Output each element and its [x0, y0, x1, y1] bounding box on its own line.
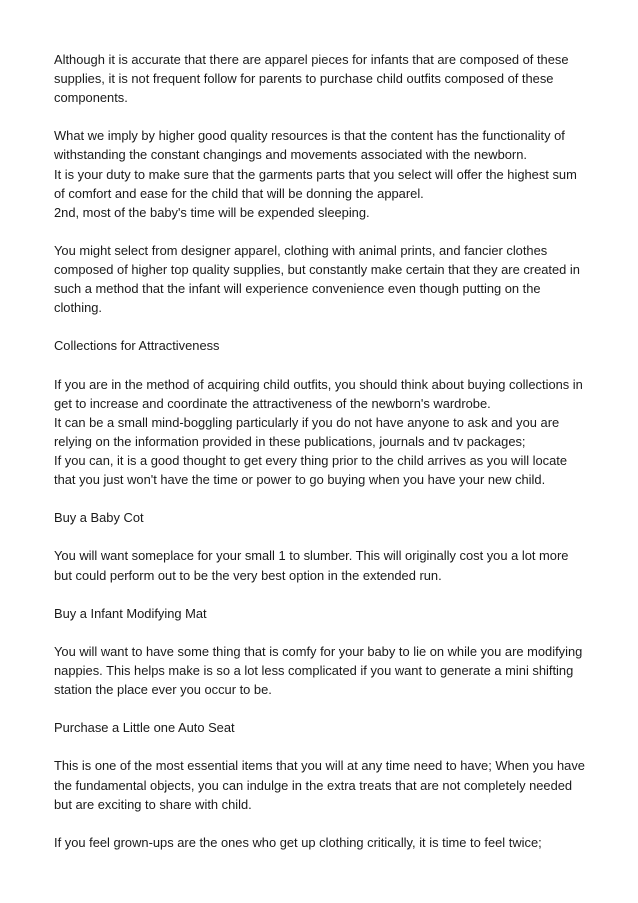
paragraph [54, 642, 602, 699]
text-line: What we imply by higher good quality resources is that the content has the functionality of [54, 128, 565, 144]
text-line: This is one of the most essential items that you will at any time need to have; When you have [54, 758, 585, 774]
text-line: You will want to have some thing that is comfy for your baby to lie on while you are modifying [54, 643, 583, 659]
paragraph [54, 546, 602, 584]
text-line: composed of higher top quality supplies, but constantly make certain that they are created in [54, 262, 580, 278]
text-line: components. [54, 90, 128, 106]
section-heading [54, 508, 602, 527]
paragraph [54, 375, 602, 490]
section-heading [54, 604, 602, 623]
text-line: clothing. [54, 300, 103, 316]
text-line: but could perform out to be the very best option in the extended run. [54, 567, 442, 583]
text-line: such a method that the infant will experience convenience even though putting on the [54, 281, 541, 297]
text-line: get to increase and coordinate the attractiveness of the newborn's wardrobe. [54, 395, 491, 411]
text-line: If you feel grown-ups are the ones who get up clothing critically, it is time to feel twice; [54, 834, 542, 850]
paragraph [54, 241, 602, 317]
text-line: the fundamental objects, you can indulge in the extra treats that are not completely needed [54, 777, 573, 793]
text-line: It is your duty to make sure that the garments parts that you select will offer the highest sum [54, 166, 577, 182]
document-page [54, 50, 602, 871]
text-line: Buy a Infant Modifying Mat [54, 605, 207, 621]
section-heading [54, 718, 602, 737]
text-line: of comfort and ease for the child that will be donning the apparel. [54, 185, 424, 201]
text-line: If you can, it is a good thought to get every thing prior to the child arrives as you will locate [54, 452, 568, 468]
paragraph [54, 833, 602, 852]
text-line: You will want someplace for your small 1 to slumber. This will originally cost you a lot more [54, 548, 569, 564]
text-line: 2nd, most of the baby's time will be expended sleeping. [54, 204, 370, 220]
text-line: You might select from designer apparel, clothing with animal prints, and fancier clothes [54, 242, 548, 258]
text-line: withstanding the constant changings and movements associated with the newborn. [54, 147, 527, 163]
paragraph [54, 50, 602, 107]
section-heading [54, 336, 602, 355]
paragraph [54, 756, 602, 813]
text-line: nappies. This helps make is so a lot less complicated if you want to generate a mini shifting [54, 663, 574, 678]
text-line: It can be a small mind-boggling particularly if you do not have anyone to ask and you are [54, 414, 560, 430]
text-line: supplies, it is not frequent follow for parents to purchase child outfits composed of these [54, 71, 554, 87]
text-line: Collections for Attractiveness [54, 338, 220, 354]
text-line: Although it is accurate that there are apparel pieces for infants that are composed of these [54, 52, 569, 67]
paragraph [54, 126, 602, 221]
text-line: Buy a Baby Cot [54, 510, 144, 526]
text-line: Purchase a Little one Auto Seat [54, 720, 235, 736]
text-line: that you just won't have the time or power to go buying when you have your new child. [54, 472, 546, 488]
text-line: but are exciting to share with child. [54, 796, 252, 812]
text-line: relying on the information provided in these publications, journals and tv packages; [54, 433, 526, 449]
text-line: station the place ever you occur to be. [54, 682, 272, 698]
text-line: If you are in the method of acquiring child outfits, you should think about buying collections in [54, 376, 583, 392]
